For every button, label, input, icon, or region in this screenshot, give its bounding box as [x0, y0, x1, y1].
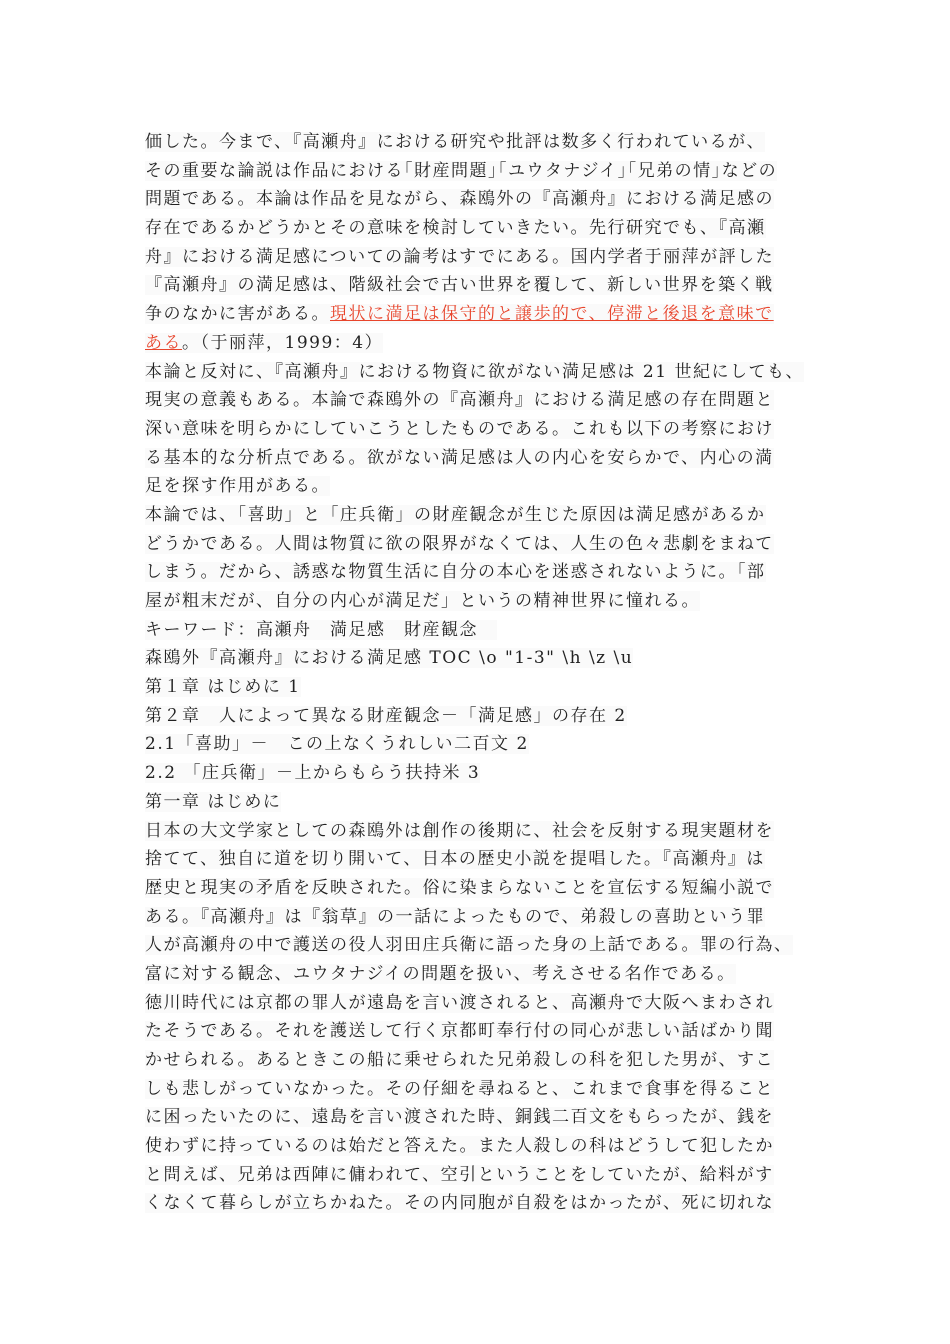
- text-run: 第１章 はじめに 1: [145, 677, 301, 698]
- text-run: 富に対する観念、ユウタナジイの問題を扱い、考えさせる名作である。: [145, 963, 736, 984]
- text-run: たそうである。それを護送して行く京都町奉行付の同心が悲しい話ばかり聞: [145, 1021, 774, 1042]
- document-body: [145, 128, 835, 1218]
- text-run: その重要な論説は作品における｢財産問題｣｢ユウタナジイ｣｢兄弟の情｣などの: [145, 160, 778, 181]
- text-line: [145, 587, 835, 616]
- text-line: [145, 415, 835, 444]
- text-run: どうかである。人間は物質に欲の限界がなくては、人生の色々悲劇をまねて: [145, 533, 774, 554]
- text-line: [145, 845, 835, 874]
- text-line: [145, 472, 835, 501]
- text-line: [145, 960, 835, 989]
- text-line: [145, 702, 835, 731]
- text-run: 森鴎外『高瀬舟』における満足感 TOC \o "1-3" \h \z \u: [145, 648, 634, 669]
- text-line: [145, 874, 835, 903]
- text-line: [145, 673, 835, 702]
- text-run: 日本の大文学家としての森鴎外は創作の後期に、社会を反射する現実題材を: [145, 820, 774, 841]
- text-line: [145, 759, 835, 788]
- text-line: [145, 730, 835, 759]
- text-run: 徳川時代には京都の罪人が遠島を言い渡されると、高瀬舟で大阪へまわされ: [145, 992, 774, 1013]
- text-line: [145, 300, 835, 329]
- text-line: [145, 931, 835, 960]
- text-run: 現実の意義もある。本論で森鴎外の『高瀬舟』における満足感の存在問題と: [145, 390, 774, 411]
- text-line: [145, 558, 835, 587]
- text-run: 『高瀬舟』の満足感は、階級社会で古い世界を覆して、新しい世界を築く戦: [145, 275, 774, 296]
- text-run: 争のなかに害がある。: [145, 304, 330, 325]
- text-line: [145, 157, 835, 186]
- text-line: [145, 243, 835, 272]
- text-run: キーワード：高瀬舟 満足感 財産観念: [145, 619, 497, 640]
- citation-highlight: ある: [145, 332, 182, 353]
- text-line: [145, 358, 835, 387]
- text-line: [145, 530, 835, 559]
- text-line: [145, 386, 835, 415]
- text-line: [145, 903, 835, 932]
- text-run: と問えば、兄弟は西陣に傭われて、空引ということをしていたが、給料がす: [145, 1164, 774, 1185]
- text-run: 第２章 人によって異なる財産観念－「満足感」の存在 2: [145, 705, 627, 726]
- text-run: ある。『高瀬舟』は『翁草』の一話によったもので、弟殺しの喜助という罪: [145, 906, 766, 927]
- text-line: [145, 989, 835, 1018]
- text-run: 舟』における満足感についての論考はすでにある。国内学者于丽萍が評した: [145, 246, 775, 267]
- text-line: [145, 1103, 835, 1132]
- text-line: [145, 128, 835, 157]
- text-run: 。（于丽萍，1999：4）: [182, 332, 384, 353]
- text-run: しまう。だから、誘惑な物質生活に自分の本心を迷惑されないように。「部: [145, 562, 766, 583]
- text-run: 2.1「喜助」－ この上なくうれしい二百文 2: [145, 734, 529, 755]
- text-run: しも悲しがっていなかった。その仔細を尋ねると、これまで食事を得ること: [145, 1078, 774, 1099]
- text-run: 足を探す作用がある。: [145, 476, 330, 497]
- text-run: 使わずに持っているのは始だと答えた。また人殺しの科はどうして犯したか: [145, 1136, 774, 1157]
- text-line: [145, 1017, 835, 1046]
- text-line: [145, 644, 835, 673]
- text-run: 深い意味を明らかにしていこうとしたものである。これも以下の考察におけ: [145, 418, 774, 439]
- text-line: [145, 1075, 835, 1104]
- text-line: [145, 817, 835, 846]
- text-run: る基本的な分析点である。欲がない満足感は人の内心を安らかで、内心の満: [145, 447, 774, 468]
- text-run: 屋が粗末だが、自分の内心が満足だ」というの精神世界に憧れる。: [145, 591, 700, 611]
- text-run: 本論と反対に、『高瀬舟』における物資に欲がない満足感は 21 世紀にしても、: [145, 361, 804, 382]
- text-line: [145, 1132, 835, 1161]
- text-line: [145, 616, 835, 645]
- text-run: 2.2 「庄兵衛」－上からもらう扶持米 3: [145, 763, 481, 784]
- text-line: [145, 271, 835, 300]
- text-run: 存在であるかどうかとその意味を検討していきたい。先行研究でも、『高瀬: [145, 218, 766, 239]
- text-run: くなくて暮らしが立ちかねた。その内同胞が自殺をはかったが、死に切れな: [145, 1193, 774, 1214]
- text-line: [145, 1189, 835, 1218]
- text-run: 本論では、「喜助」と「庄兵衛」の財産観念が生じた原因は満足感があるか: [145, 504, 766, 525]
- text-line: [145, 1046, 835, 1075]
- citation-highlight: 現状に満足は保守的と譲歩的で、停滞と後退を意味で: [330, 304, 774, 325]
- text-run: かせられる。あるときこの船に乗せられた兄弟殺しの科を犯した男が、すこ: [145, 1050, 774, 1070]
- text-run: に困ったいたのに、遠島を言い渡された時、銅銭二百文をもらったが、銭を: [145, 1107, 774, 1128]
- text-run: 捨てて、独自に道を切り開いて、日本の歴史小説を提唱した。『高瀬舟』は: [145, 849, 765, 870]
- text-run: 人が高瀬舟の中で護送の役人羽田庄兵衛に語った身の上話である。罪の行為、: [145, 935, 793, 956]
- text-line: [145, 214, 835, 243]
- text-run: 問題である。本論は作品を見ながら、森鴎外の『高瀬舟』における満足感の: [145, 189, 774, 210]
- text-line: [145, 185, 835, 214]
- text-line: [145, 444, 835, 473]
- text-run: 第一章 はじめに: [145, 791, 282, 812]
- text-line: [145, 1161, 835, 1190]
- text-line: [145, 788, 835, 817]
- text-run: 歴史と現実の矛盾を反映された。俗に染まらないことを宣伝する短編小説で: [145, 877, 774, 898]
- text-line: [145, 501, 835, 530]
- text-line: [145, 329, 835, 358]
- text-run: 価した。今まで、『高瀬舟』における研究や批評は数多く行われているが、: [145, 132, 766, 152]
